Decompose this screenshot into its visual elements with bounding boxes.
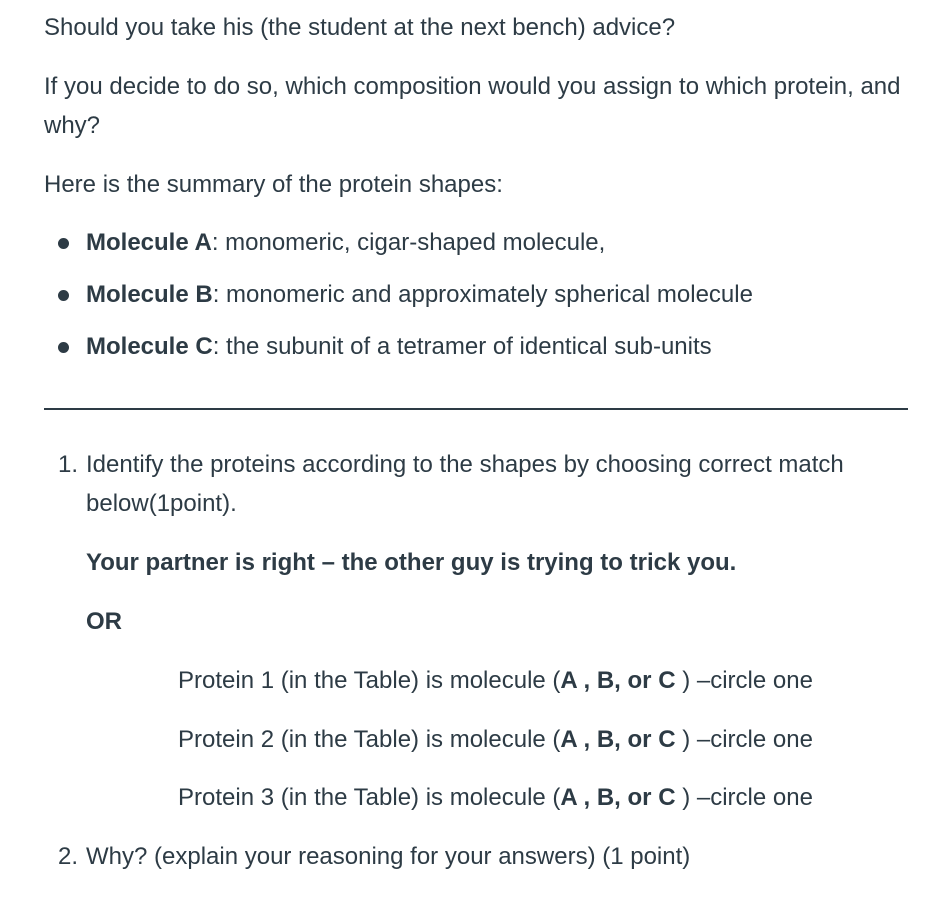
- divider: [44, 408, 908, 410]
- protein-choices: A , B, or C: [560, 784, 676, 811]
- protein-prefix: Protein 2 (in the Table) is molecule (: [178, 726, 561, 753]
- molecule-name: Molecule B: [86, 281, 213, 308]
- protein-suffix: ) –circle one: [675, 726, 813, 753]
- bullet-icon: [58, 342, 69, 353]
- list-item-molecule-b: [86, 282, 906, 334]
- protein-choices: A , B, or C: [560, 667, 676, 694]
- partner-answer-text: Your partner is right – the other guy is trying to trick you.: [86, 549, 737, 576]
- protein-prefix: Protein 3 (in the Table) is molecule (: [178, 784, 561, 811]
- molecule-desc: : monomeric and approximately spherical molecule: [212, 281, 753, 308]
- summary-heading: Here is the summary of the protein shapes:: [44, 171, 503, 198]
- bullet-icon: [58, 238, 69, 249]
- list-item-molecule-c: [86, 334, 906, 386]
- molecule-list: [86, 230, 906, 386]
- protein-suffix: ) –circle one: [675, 667, 813, 694]
- protein-1-line: [178, 661, 898, 700]
- protein-prefix: Protein 1 (in the Table) is molecule (: [178, 667, 561, 694]
- protein-3-line: [178, 778, 898, 817]
- molecule-desc: : the subunit of a tetramer of identical sub-units: [212, 333, 712, 360]
- protein-suffix: ) –circle one: [675, 784, 813, 811]
- partner-answer: [86, 543, 916, 582]
- question-composition: If you decide to do so, which composition would you assign to which protein, and why?: [44, 73, 901, 139]
- molecule-name: Molecule C: [86, 333, 213, 360]
- question-why: Why? (explain your reasoning for your answers) (1 point): [86, 843, 691, 870]
- question-advice: Should you take his (the student at the next bench) advice?: [44, 14, 676, 41]
- list-item-molecule-a: [86, 230, 906, 282]
- or-label: [86, 602, 916, 641]
- molecule-desc: : monomeric, cigar-shaped molecule,: [211, 229, 606, 256]
- protein-choices: A , B, or C: [560, 726, 676, 753]
- question-number-1: 1.: [58, 451, 79, 478]
- question-identify: Identify the proteins according to the shapes by choosing correct match below(1point).: [86, 451, 844, 517]
- molecule-name: Molecule A: [86, 229, 212, 256]
- bullet-icon: [58, 290, 69, 301]
- or-text: OR: [86, 608, 122, 635]
- protein-2-line: [178, 720, 898, 759]
- question-number-2: 2.: [58, 843, 79, 870]
